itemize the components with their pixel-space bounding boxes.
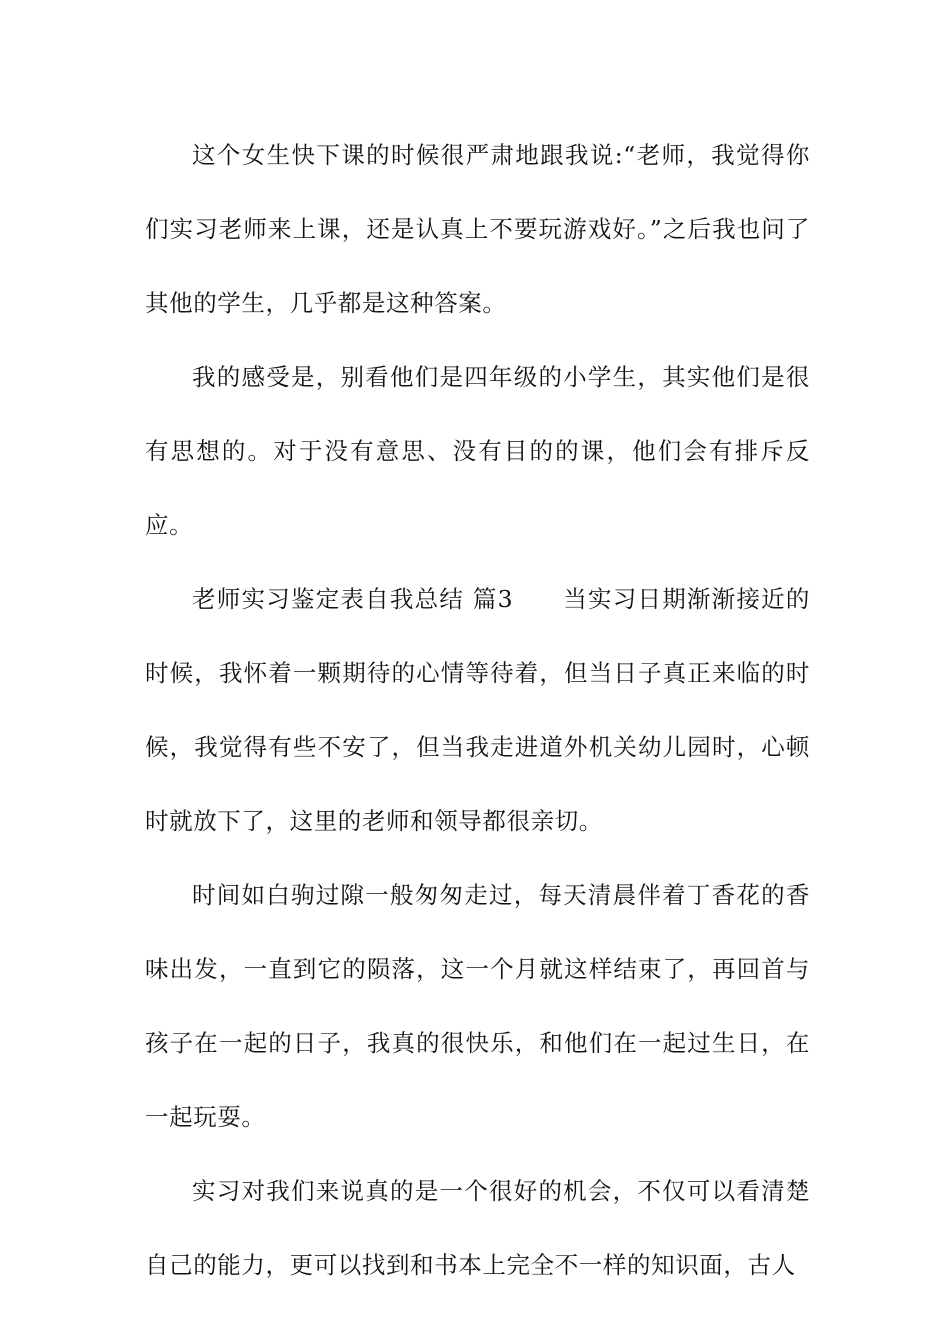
paragraph: 老师实习鉴定表自我总结 篇3 当实习日期渐渐接近的时候，我怀着一颗期待的心情等待着，但当日子真正来临的时候，我觉得有些不安了，但当我走进道外机关幼儿园时，心顿时就放下了，这里的老师和领导都很亲切。 xyxy=(145,585,810,835)
document-body xyxy=(145,118,810,1302)
paragraph: 我的感受是，别看他们是四年级的小学生，其实他们是很有思想的。对于没有意思、没有目的的课，他们会有排斥反应。 xyxy=(145,363,810,539)
paragraph: 这个女生快下课的时候很严肃地跟我说:“老师，我觉得你们实习老师来上课，还是认真上不要玩游戏好。”之后我也问了其他的学生，几乎都是这种答案。 xyxy=(145,141,810,317)
paragraph: 实习对我们来说真的是一个很好的机会，不仅可以看清楚自己的能力，更可以找到和书本上完全不一样的知识面，古人 xyxy=(145,1177,810,1279)
paragraph: 时间如白驹过隙一般匆匆走过，每天清晨伴着丁香花的香味出发，一直到它的陨落，这一个月就这样结束了，再回首与孩子在一起的日子，我真的很快乐，和他们在一起过生日，在一起玩耍。 xyxy=(145,881,810,1131)
